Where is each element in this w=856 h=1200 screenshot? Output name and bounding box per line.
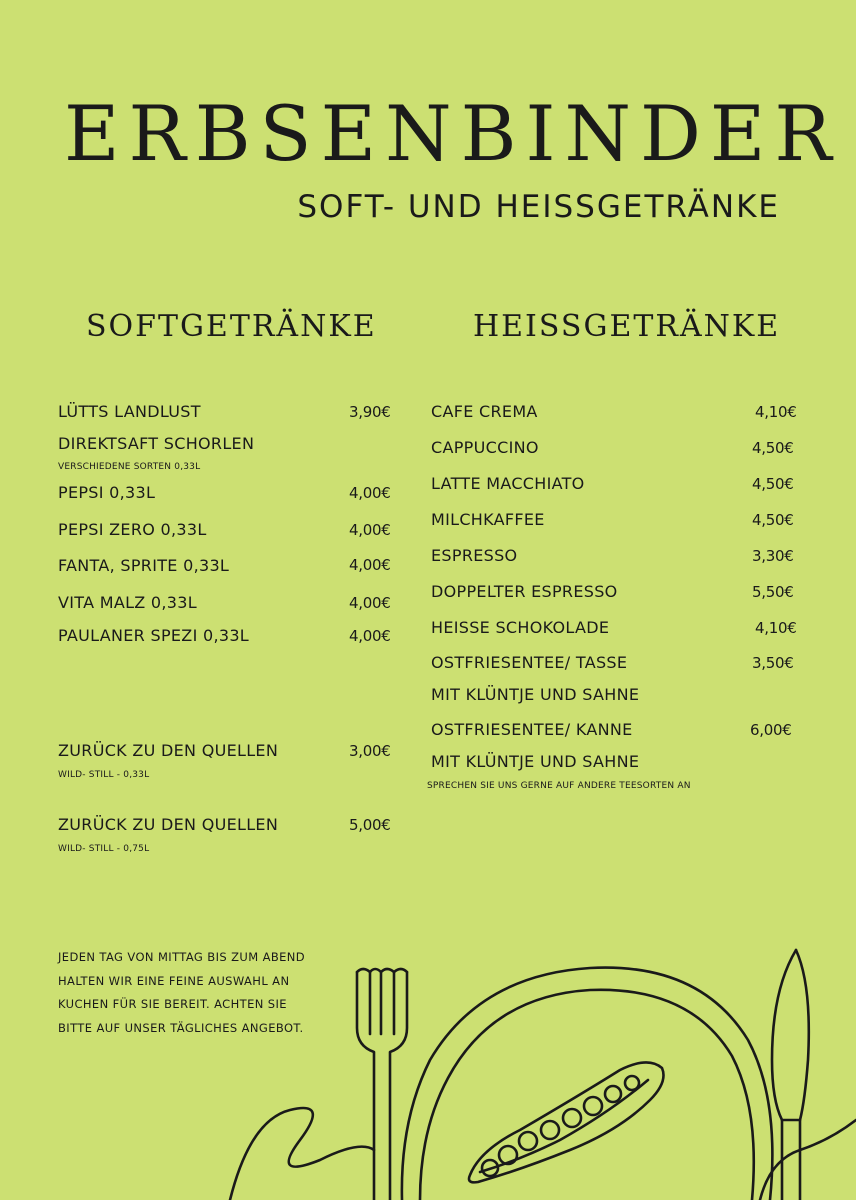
menu-item-name: DIREKTSAFT SCHORLEN — [58, 434, 255, 453]
menu-item-name: OSTFRIESENTEE/ TASSE — [431, 653, 628, 672]
menu-item-price: 4,00€ — [349, 627, 391, 645]
menu-item-detail: MIT KLÜNTJE UND SAHNE — [431, 752, 640, 771]
cake-note: JEDEN TAG VON MITTAG BIS ZUM ABEND HALTEN WIR EINE FEINE AUSWAHL AN KUCHEN FÜR SIE BEREIT. ACHTEN SIE BITTE AUF UNSER TÄGLICHES ANGEBOT. — [58, 950, 306, 1035]
menu-item-name: HEISSE SCHOKOLADE — [431, 618, 610, 637]
menu-item-price: 4,00€ — [349, 521, 391, 539]
menu-item-note: WILD- STILL - 0,75L — [58, 844, 150, 854]
menu-item-name: CAPPUCCINO — [431, 438, 539, 457]
menu-item-price: 4,50€ — [752, 475, 794, 493]
menu-item-price: 5,50€ — [752, 583, 794, 601]
menu-item-price: 4,10€ — [755, 403, 797, 421]
menu-item-name: PEPSI ZERO 0,33L — [58, 520, 207, 539]
section-title-softdrinks: SOFTGETRÄNKE — [86, 309, 377, 344]
menu-item-price: 3,50€ — [752, 654, 794, 672]
fork-icon — [230, 969, 407, 1200]
menu-item-price: 4,10€ — [755, 619, 797, 637]
menu-item-price: 4,00€ — [349, 594, 391, 612]
menu-item-name: FANTA, SPRITE 0,33L — [58, 556, 230, 575]
menu-item-name: ZURÜCK ZU DEN QUELLEN — [58, 741, 279, 760]
menu-subtitle: SOFT- UND HEISSGETRÄNKE — [297, 189, 780, 225]
menu-item-name: ZURÜCK ZU DEN QUELLEN — [58, 815, 279, 834]
menu-item-price: 4,50€ — [752, 511, 794, 529]
menu-item-name: DOPPELTER ESPRESSO — [431, 582, 618, 601]
menu-item-price: 4,00€ — [349, 556, 391, 574]
menu-item-name: PEPSI 0,33L — [58, 483, 156, 502]
tea-note: SPRECHEN SIE UNS GERNE AUF ANDERE TEESORTEN AN — [427, 781, 691, 791]
menu-item-note: VERSCHIEDENE SORTEN 0,33L — [58, 462, 201, 472]
menu-item-price: 4,50€ — [752, 439, 794, 457]
menu-item-detail: MIT KLÜNTJE UND SAHNE — [431, 685, 640, 704]
section-title-hotdrinks: HEISSGETRÄNKE — [473, 309, 781, 344]
menu-item-name: ESPRESSO — [431, 546, 518, 565]
menu-item-price: 3,30€ — [752, 547, 794, 565]
menu-item-name: LÜTTS LANDLUST — [58, 402, 201, 421]
menu-item-price: 6,00€ — [750, 721, 792, 739]
brand-title: ERBSENBINDER — [64, 89, 841, 178]
menu-item-name: OSTFRIESENTEE/ KANNE — [431, 720, 633, 739]
menu-item-name: PAULANER SPEZI 0,33L — [58, 626, 250, 645]
menu-item-name: VITA MALZ 0,33L — [58, 593, 197, 612]
menu-item-price: 5,00€ — [349, 816, 391, 834]
knife-icon — [760, 950, 856, 1200]
menu-item-price: 4,00€ — [349, 484, 391, 502]
menu-item-price: 3,90€ — [349, 403, 391, 421]
menu-item-name: LATTE MACCHIATO — [431, 474, 585, 493]
menu-item-price: 3,00€ — [349, 742, 391, 760]
menu-item-name: CAFE CREMA — [431, 402, 538, 421]
menu-item-name: MILCHKAFFEE — [431, 510, 545, 529]
menu-item-note: WILD- STILL - 0,33L — [58, 770, 150, 780]
pea-pod-icon — [469, 1062, 664, 1182]
plate-icon — [402, 968, 773, 1200]
